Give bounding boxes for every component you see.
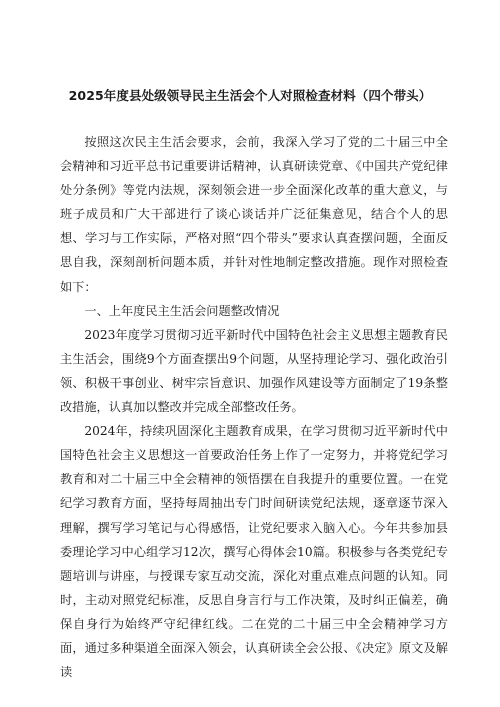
section-heading-1: 一、上年度民主生活会问题整改情况 bbox=[84, 303, 280, 318]
section1-paragraph-1: 2023年度学习贯彻习近平新时代中国特色社会主义思想主题教育民主生活会，围绕9个方面查摆出9个问题，从坚持理论学习、强化政治引领、积极干事创业、树牢宗旨意识、加强作风建设等方面制定了19条整改措施，认真加以整改并完成全部整改任务。 bbox=[60, 327, 448, 415]
section1-paragraph-2: 2024年，持续巩固深化主题教育成果，在学习贯彻习近平新时代中国特色社会主义思想这一首要政治任务上作了一定努力，并将党纪学习教育和对二十届三中全会精神的领悟摆在自我提升的重要位置。一在党纪学习教育方面，坚持每周抽出专门时间研读党纪法规，逐章逐节深入理解，撰写学习笔记与心得感悟，让党纪要求入脑入心。今年共参加县委理论学习中心组学习12次，撰写心得体会10篇。积极参与各类党纪专题培训与讲座，与授课专家互动交流，深化对重点难点问题的认知。同时，主动对照党纪标准，反思自身言行与工作决策，及时纠正偏差，确保自身行为始终严守纪律红线。二在党的二十届三中全会精神学习方面，通过多种渠道全面深入领会，认真研读全会公报、《决定》原文及解读 bbox=[60, 424, 448, 680]
document-body bbox=[60, 130, 448, 684]
intro-paragraph: 按照这次民主生活会要求，会前，我深入学习了党的二十届三中全会精神和习近平总书记重要讲话精神，认真研读党章、《中国共产党纪律处分条例》等党内法规，深刻领会进一步全面深化改革的重大意义，与班子成员和广大干部进行了谈心谈话并广泛征集意见，结合个人的思想、学习与工作实际，严格对照“四个带头”要求认真查摆问题，全面反思自我，深刻剖析问题本质，并针对性地制定整改措施。现作对照检查如下： bbox=[60, 135, 448, 294]
document-title: 2025年度县处级领导民主生活会个人对照检查材料（四个带头） bbox=[68, 88, 432, 103]
